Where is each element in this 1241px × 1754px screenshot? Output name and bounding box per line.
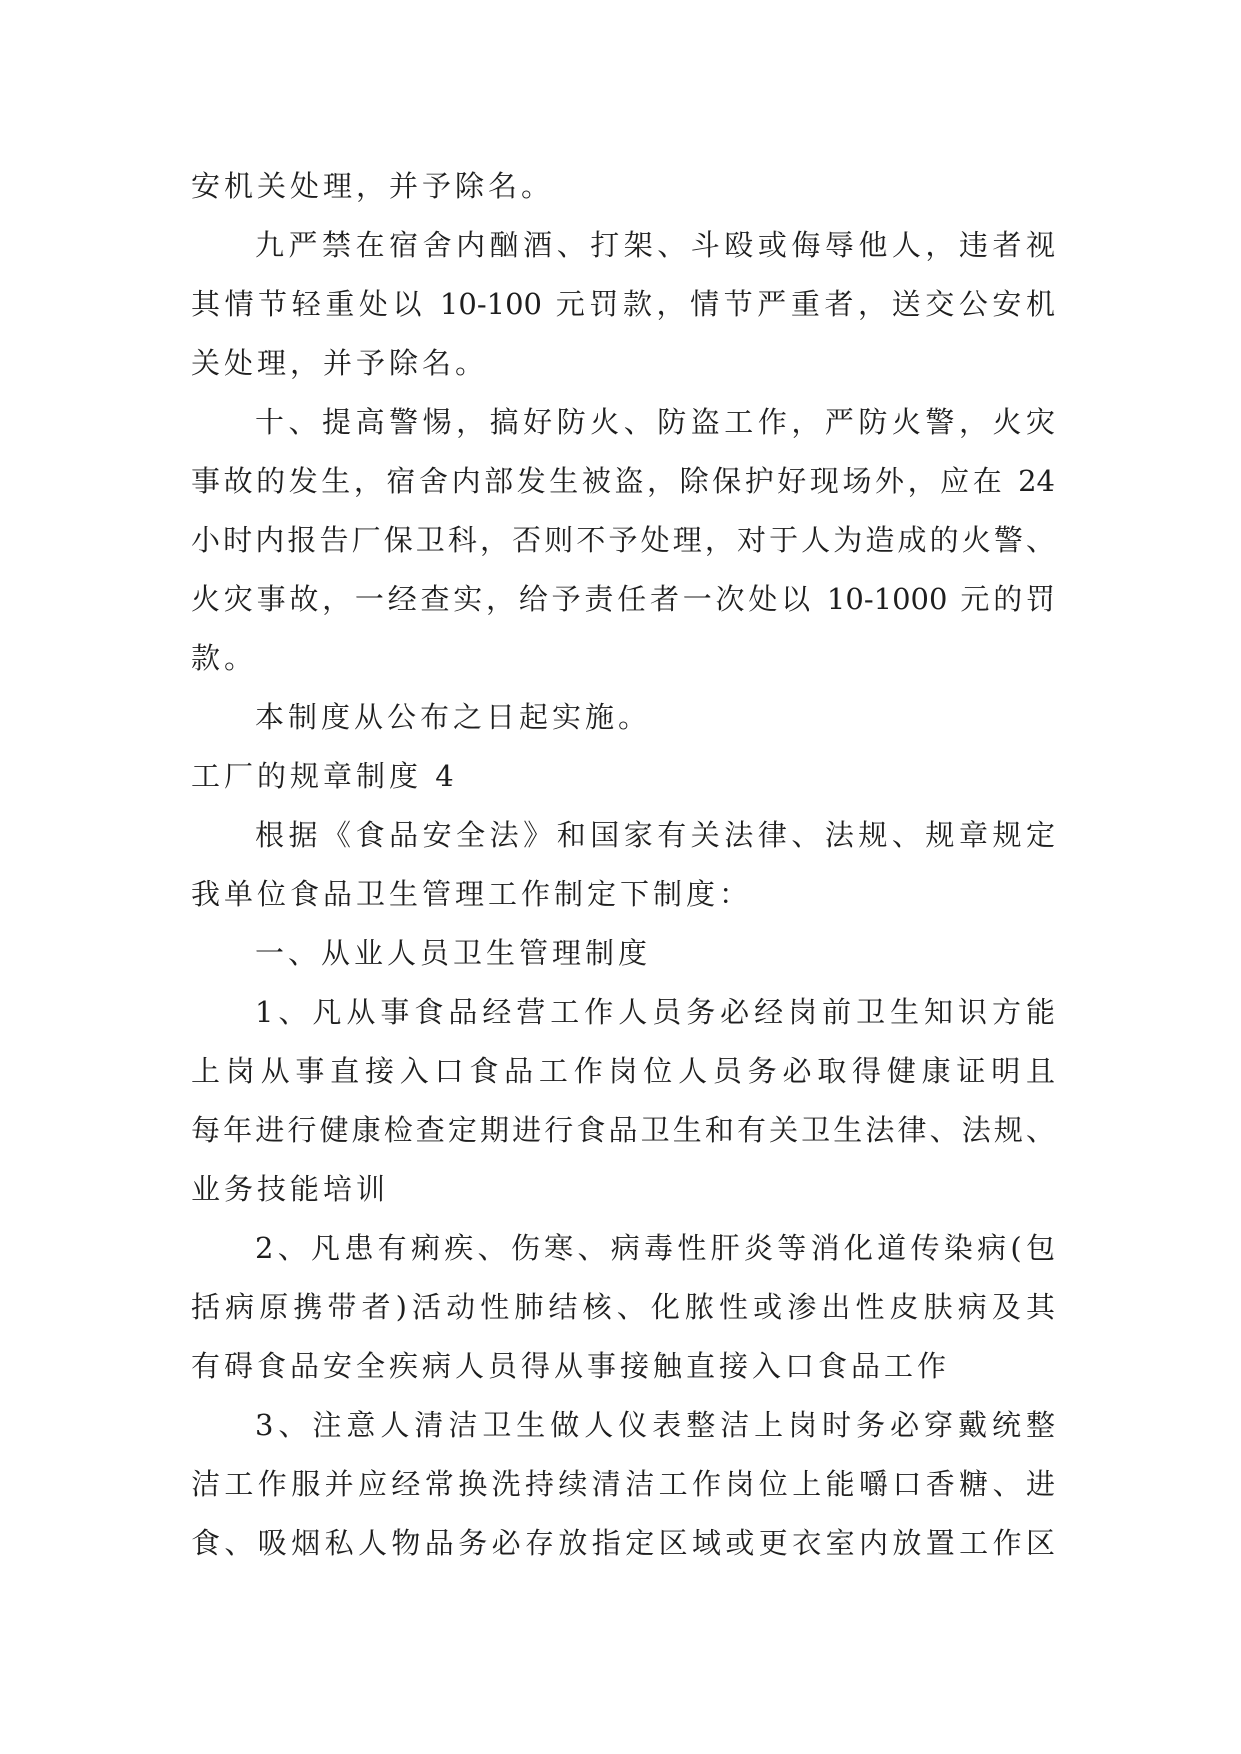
text-line: 每年进行健康检查定期进行食品卫生和有关卫生法律、法规、	[191, 1113, 1055, 1147]
paragraph-intro	[191, 806, 1055, 924]
paragraph-continuation	[191, 157, 1055, 216]
paragraph-item-1	[191, 983, 1055, 1219]
text-line: 食、吸烟私人物品务必存放指定区域或更衣室内放置工作区	[191, 1526, 1055, 1560]
text-line: 3、注意人清洁卫生做人仪表整洁上岗时务必穿戴统整	[255, 1408, 1055, 1442]
text-line: 2、凡患有痢疾、伤寒、病毒性肝炎等消化道传染病(包	[255, 1231, 1055, 1265]
text-line: 我单位食品卫生管理工作制定下制度：	[191, 877, 753, 911]
text-line: 关处理，并予除名。	[191, 346, 489, 380]
text-line: 小时内报告厂保卫科，否则不予处理，对于人为造成的火警、	[191, 523, 1055, 557]
text-line: 事故的发生，宿舍内部发生被盗，除保护好现场外，应在 24	[191, 464, 1055, 498]
text-line: 安机关处理，并予除名。	[191, 169, 555, 203]
text-line: 十、提高警惕，搞好防火、防盗工作，严防火警，火灾	[255, 405, 1055, 439]
text-line: 有碍食品安全疾病人员得从事接触直接入口食品工作	[191, 1349, 951, 1383]
text-line: 业务技能培训	[191, 1172, 390, 1206]
text-line: 款。	[191, 641, 258, 675]
text-line: 括病原携带者)活动性肺结核、化脓性或渗出性皮肤病及其	[191, 1290, 1055, 1324]
text-line: 上岗从事直接入口食品工作岗位人员务必取得健康证明且	[191, 1054, 1055, 1088]
text-line: 1、凡从事食品经营工作人员务必经岗前卫生知识方能	[255, 995, 1055, 1029]
text-line: 火灾事故，一经查实，给予责任者一次处以 10-1000 元的罚	[191, 582, 1055, 616]
document-body	[191, 157, 1055, 1573]
text-line: 一、从业人员卫生管理制度	[255, 936, 652, 970]
text-line: 九严禁在宿舍内酗酒、打架、斗殴或侮辱他人，违者视	[255, 228, 1055, 262]
paragraph-subheading	[191, 924, 1055, 983]
paragraph-rule-ten	[191, 393, 1055, 688]
section-heading: 工厂的规章制度 4	[191, 759, 458, 793]
paragraph-effective-date	[191, 688, 1055, 747]
paragraph-rule-nine	[191, 216, 1055, 393]
text-line: 其情节轻重处以 10-100 元罚款，情节严重者，送交公安机	[191, 287, 1055, 321]
text-line: 洁工作服并应经常换洗持续清洁工作岗位上能嚼口香糖、进	[191, 1467, 1055, 1501]
text-line: 根据《食品安全法》和国家有关法律、法规、规章规定	[255, 818, 1055, 852]
paragraph-item-3	[191, 1396, 1055, 1573]
text-line: 本制度从公布之日起实施。	[255, 700, 652, 734]
paragraph-item-2	[191, 1219, 1055, 1396]
